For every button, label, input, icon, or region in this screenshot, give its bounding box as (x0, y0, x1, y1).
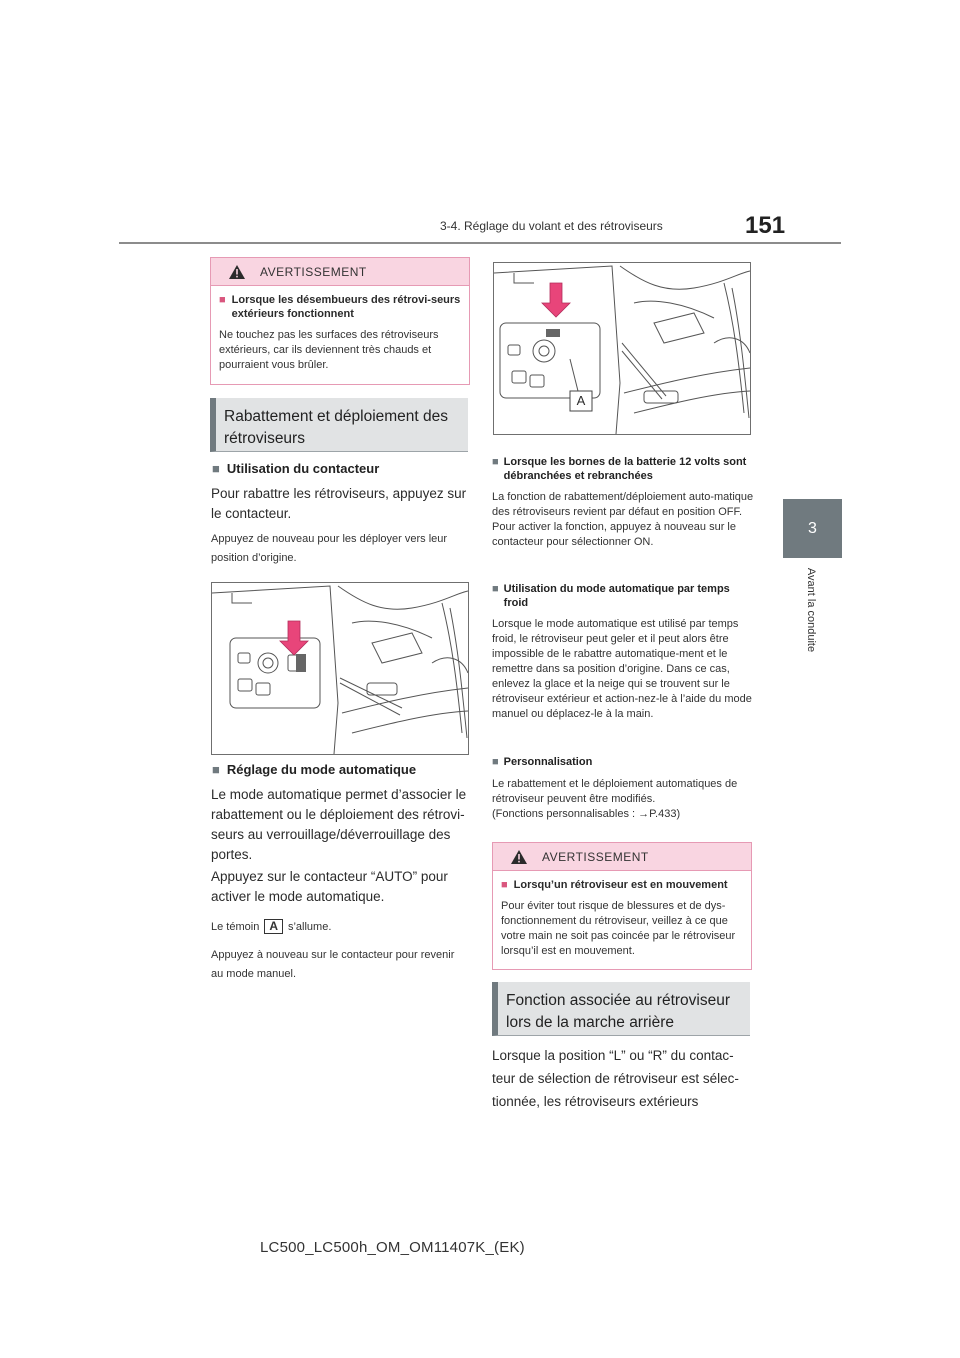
note-mode-manuel: Appuyez à nouveau sur le contacteur pour revenir au mode manuel. (211, 949, 455, 980)
paragraph-rabattre: Pour rabattre les rétroviseurs, appuyez sur le contacteur. (211, 486, 467, 521)
paragraph-temps-froid: Lorsque le mode automatique est utilisé par temps froid, le rétroviseur peut geler et il peut alors être impossible de le rabattre automatique-ment et le remettre dans sa position d’origine. Dans ce cas, enlevez la glace et la neige qui se trouvent sur le rétroviseur extérieur et action-nez-le à l’aide du mode manuel ou déplacez-le à la main. (492, 618, 752, 720)
square-bullet-icon: ■ (212, 762, 220, 777)
warning-box-defogger (210, 257, 470, 385)
subheading-personnalisation: ■ Personnalisation (492, 756, 593, 768)
square-bullet-icon: ■ (492, 583, 499, 595)
note-deployer: Appuyez de nouveau pour les déployer vers leur position d’origine. (211, 533, 448, 564)
callout-a: A (576, 393, 586, 408)
warning-text: Pour éviter tout risque de blessures et de dys-fonctionnement du rétroviseur, veillez à ce que votre main ne soit pas coincée par le rétroviseur lorsqu’il est en mouvement. (501, 900, 736, 957)
link-fonctions-personnalisables[interactable]: (Fonctions personnalisables : →P.433) (492, 808, 681, 820)
note-temoin: Le témoin A s’allume. (211, 919, 332, 933)
label-box-a: A (264, 919, 283, 934)
paragraph-personnalisation: Le rabattement et le déploiement automatiques de rétroviseur peuvent être modifiés. (492, 778, 738, 805)
illustration-mirror-switch-fold (211, 582, 469, 755)
door-panel-drawing-auto (494, 263, 750, 434)
paragraph-appuyez-auto: Appuyez sur le contacteur “AUTO” pour activer le mode automatique. (211, 869, 448, 904)
chapter-label: Avant la conduite (805, 567, 817, 653)
subheading-batterie: ■ Lorsque les bornes de la batterie 12 volts sont débranchées et rebranchées (492, 456, 747, 482)
subheading-temps-froid: ■ Utilisation du mode automatique par temps froid (492, 583, 730, 609)
paragraph-marche-arriere: Lorsque la position “L” ou “R” du contac-teur de sélection de rétroviseur est sélec-tionnée, les rétroviseurs extérieurs (492, 1048, 739, 1109)
warning-text: Ne touchez pas les surfaces des rétroviseurs extérieurs, car ils deviennent très chauds et pourraient vous brûler. (219, 329, 439, 371)
warning-header (493, 843, 751, 871)
square-bullet-icon: ■ (492, 456, 499, 468)
warning-heading: ■ Lorsque les désembueurs des rétrovi-seurs extérieurs fonctionnent (219, 294, 461, 320)
section-header-marche-arriere: Fonction associée au rétroviseur lors de la marche arrière (492, 982, 750, 1036)
section-title: 3-4. Réglage du volant et des rétroviseurs (440, 219, 663, 233)
subheading-utilisation-contacteur: ■ Utilisation du contacteur (212, 461, 380, 476)
door-panel-drawing (212, 583, 468, 754)
document-code: LC500_LC500h_OM_OM11407K_(EK) (260, 1239, 525, 1256)
warning-box-mouvement (492, 842, 752, 970)
paragraph-batterie: La fonction de rabattement/déploiement auto-matique des rétroviseurs revient par défaut en position OFF. Pour activer la fonction, appuyez à nouveau sur le contacteur pour sélectionner ON. (492, 491, 754, 548)
section-header-rabattement: Rabattement et déploiement des rétroviseurs (210, 398, 468, 452)
warning-header (211, 258, 469, 286)
chapter-number: 3 (808, 519, 817, 537)
warning-title: AVERTISSEMENT (260, 264, 367, 279)
illustration-mirror-switch-auto (493, 262, 751, 435)
warning-triangle-icon (510, 849, 528, 865)
header-rule (119, 242, 841, 244)
warning-title: AVERTISSEMENT (542, 849, 649, 864)
square-bullet-icon: ■ (501, 879, 508, 891)
square-bullet-icon: ■ (219, 294, 226, 306)
subheading-reglage-auto: ■ Réglage du mode automatique (212, 762, 417, 777)
warning-heading: ■ Lorsqu’un rétroviseur est en mouvement (501, 879, 728, 891)
paragraph-mode-auto: Le mode automatique permet d’associer le rabattement ou le déploiement des rétrovi-seurs au verrouillage/déverrouillage des portes. (211, 787, 467, 862)
square-bullet-icon: ■ (492, 756, 499, 768)
square-bullet-icon: ■ (212, 461, 220, 476)
page-number: 151 (745, 212, 786, 239)
warning-triangle-icon (228, 264, 246, 280)
chapter-tab[interactable] (783, 499, 842, 558)
